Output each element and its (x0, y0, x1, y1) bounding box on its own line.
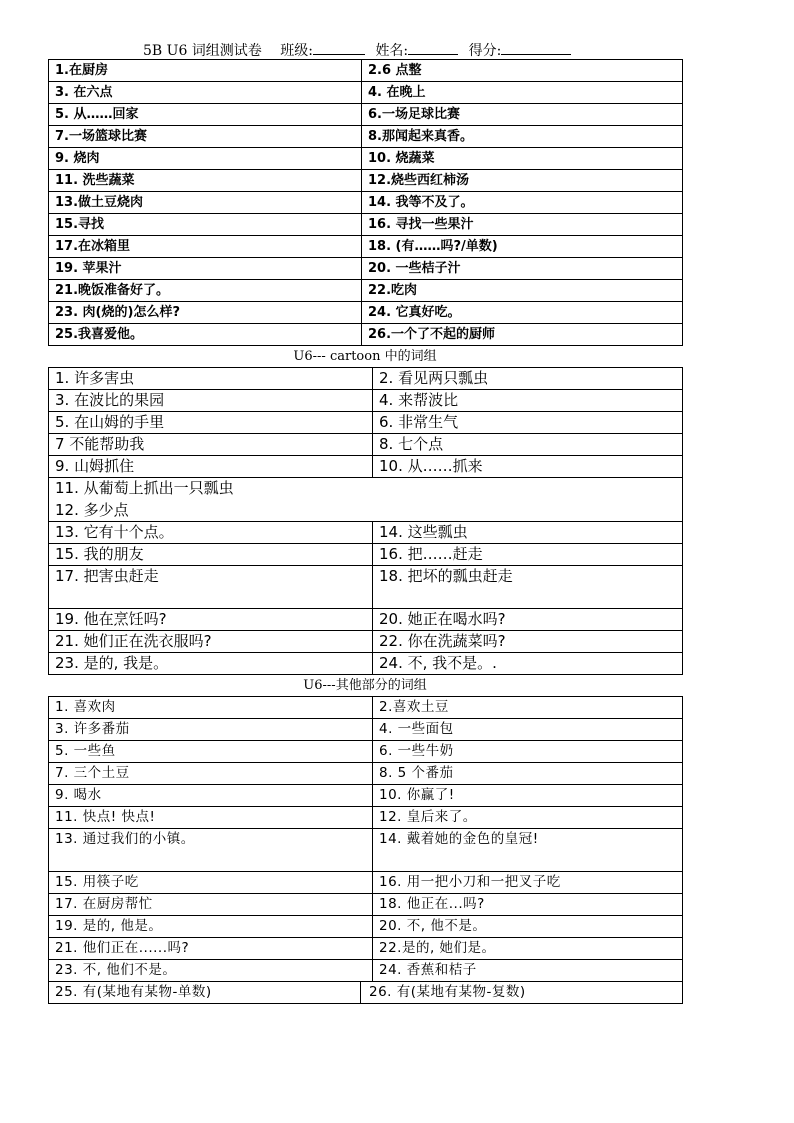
phrase-cell: 21. 她们正在洗衣服吗? (49, 631, 373, 653)
table-row (49, 126, 683, 148)
table-row (49, 872, 683, 894)
phrase-cell: 19. 是的, 他是。 (49, 916, 373, 938)
table-row (49, 566, 683, 609)
phrase-cell: 13. 通过我们的小镇。 (49, 829, 373, 872)
phrase-cell: 2.6 点整 (362, 60, 683, 82)
phrase-cell: 1. 喜欢肉 (49, 697, 373, 719)
phrase-cell: 3. 许多番茄 (49, 719, 373, 741)
phrase-cell: 22. 你在洗蔬菜吗? (373, 631, 683, 653)
phrase-cell: 17. 把害虫赶走 (49, 566, 373, 609)
table-row (49, 192, 683, 214)
table-row (49, 456, 683, 478)
phrase-cell: 6.一场足球比赛 (362, 104, 683, 126)
table-row (49, 368, 683, 390)
table-row (49, 960, 683, 982)
phrase-cell: 22.吃肉 (362, 280, 683, 302)
phrase-cell: 11. 从葡萄上抓出一只瓢虫 (49, 478, 683, 500)
phrase-cell: 7. 三个土豆 (49, 763, 373, 785)
table-row (49, 236, 683, 258)
phrase-table-1 (48, 59, 683, 346)
table-row (49, 60, 683, 82)
table-row (49, 214, 683, 236)
phrase-cell: 25.我喜爱他。 (49, 324, 362, 346)
phrase-cell: 13.做土豆烧肉 (49, 192, 362, 214)
phrase-cell: 11. 洗些蔬菜 (49, 170, 362, 192)
table-row (49, 719, 683, 741)
score-blank[interactable] (501, 40, 571, 55)
class-label: 班级: (280, 43, 313, 59)
table-row (49, 148, 683, 170)
phrase-cell: 9. 喝水 (49, 785, 373, 807)
phrase-cell: 15. 我的朋友 (49, 544, 373, 566)
phrase-cell: 26.一个了不起的厨师 (362, 324, 683, 346)
table-row (49, 412, 683, 434)
table-row (49, 609, 683, 631)
phrase-cell: 6. 非常生气 (373, 412, 683, 434)
phrase-cell: 25. 有(某地有某物-单数) (49, 982, 361, 1003)
score-label: 得分: (468, 43, 502, 59)
phrase-cell: 11. 快点! 快点! (49, 807, 373, 829)
table-row (49, 478, 683, 500)
phrase-cell: 14. 我等不及了。 (362, 192, 683, 214)
phrase-cell: 24. 它真好吃。 (362, 302, 683, 324)
phrase-cell: 9. 烧肉 (49, 148, 362, 170)
table-row (49, 104, 683, 126)
phrase-cell: 18. 把坏的瓢虫赶走 (373, 566, 683, 609)
table-row (49, 763, 683, 785)
phrase-cell: 7 不能帮助我 (49, 434, 373, 456)
phrase-cell: 16. 用一把小刀和一把叉子吃 (373, 872, 683, 894)
phrase-cell: 26. 有(某地有某物-复数) (369, 984, 526, 1000)
test-header (48, 40, 682, 59)
phrase-cell: 3. 在六点 (49, 82, 362, 104)
phrase-cell: 19. 他在烹饪吗? (49, 609, 373, 631)
table-row (49, 544, 683, 566)
table-row (49, 631, 683, 653)
phrase-cell: 13. 它有十个点。 (49, 522, 373, 544)
phrase-cell: 20. 不, 他不是。 (373, 916, 683, 938)
class-blank[interactable] (313, 40, 365, 55)
phrase-cell: 15.寻找 (49, 214, 362, 236)
phrase-cell: 6. 一些牛奶 (373, 741, 683, 763)
table-row (49, 916, 683, 938)
table-row (49, 938, 683, 960)
test-title: 5B U6 词组测试卷 (143, 43, 262, 59)
phrase-cell: 4. 在晚上 (362, 82, 683, 104)
table-row (49, 434, 683, 456)
phrase-cell: 15. 用筷子吃 (49, 872, 373, 894)
phrase-cell: 10. 烧蔬菜 (362, 148, 683, 170)
phrase-cell: 5. 在山姆的手里 (49, 412, 373, 434)
cartoon-section-title: U6--- cartoon 中的词组 (293, 349, 437, 364)
phrase-cell: 23. 不, 他们不是。 (49, 960, 373, 982)
phrase-cell: 16. 寻找一些果汁 (362, 214, 683, 236)
phrase-cell: 3. 在波比的果园 (49, 390, 373, 412)
table-row (49, 390, 683, 412)
table-row (49, 653, 683, 675)
phrase-cell: 23. 是的, 我是。 (49, 653, 373, 675)
table-row (49, 894, 683, 916)
phrase-cell: 2. 看见两只瓢虫 (373, 368, 683, 390)
table-row (49, 324, 683, 346)
phrase-cell: 1. 许多害虫 (49, 368, 373, 390)
phrase-cell: 8. 七个点 (373, 434, 683, 456)
phrase-cell: 18. (有……吗?/单数) (362, 236, 683, 258)
other-phrase-table (48, 696, 683, 1004)
phrase-cell: 4. 来帮波比 (373, 390, 683, 412)
phrase-cell: 23. 肉(烧的)怎么样? (49, 302, 362, 324)
phrase-cell: 20. 她正在喝水吗? (373, 609, 683, 631)
phrase-cell: 21.晚饭准备好了。 (49, 280, 362, 302)
table-row (49, 697, 683, 719)
phrase-cell: 24. 不, 我不是。. (373, 653, 683, 675)
table-row (49, 829, 683, 872)
phrase-cell: 9. 山姆抓住 (49, 456, 373, 478)
phrase-cell: 2.喜欢土豆 (373, 697, 683, 719)
phrase-cell: 24. 香蕉和桔子 (373, 960, 683, 982)
phrase-cell: 20. 一些桔子汁 (362, 258, 683, 280)
phrase-cell: 5. 从……回家 (49, 104, 362, 126)
phrase-cell: 18. 他正在...吗? (373, 894, 683, 916)
phrase-cell: 10. 从……抓来 (373, 456, 683, 478)
phrase-cell: 22.是的, 她们是。 (373, 938, 683, 960)
table-row (49, 302, 683, 324)
table-row (49, 258, 683, 280)
name-label: 姓名: (375, 43, 409, 59)
phrase-cell: 17.在冰箱里 (49, 236, 362, 258)
name-blank[interactable] (408, 40, 458, 55)
other-section-title: U6---其他部分的词组 (303, 678, 427, 693)
table-row (49, 500, 683, 522)
table-row (49, 82, 683, 104)
phrase-cell: 12.烧些西红柿汤 (362, 170, 683, 192)
phrase-cell: 12. 多少点 (49, 500, 683, 522)
phrase-cell: 10. 你赢了! (373, 785, 683, 807)
phrase-cell: 1.在厨房 (49, 60, 362, 82)
table-row (49, 170, 683, 192)
phrase-cell: 19. 苹果汁 (49, 258, 362, 280)
table-row (49, 807, 683, 829)
table-row (49, 280, 683, 302)
phrase-cell: 16. 把……赶走 (373, 544, 683, 566)
phrase-cell: 21. 他们正在......吗? (49, 938, 373, 960)
cartoon-phrase-table (48, 367, 683, 675)
phrase-cell: 12. 皇后来了。 (373, 807, 683, 829)
phrase-cell: 17. 在厨房帮忙 (49, 894, 373, 916)
last-row-container (49, 982, 683, 1004)
phrase-cell: 8.那闻起来真香。 (362, 126, 683, 148)
phrase-cell: 5. 一些鱼 (49, 741, 373, 763)
table-row (49, 982, 683, 1004)
phrase-cell: 7.一场篮球比赛 (49, 126, 362, 148)
phrase-cell: 14. 这些瓢虫 (373, 522, 683, 544)
phrase-cell: 14. 戴着她的金色的皇冠! (373, 829, 683, 872)
table-row (49, 522, 683, 544)
table-row (49, 741, 683, 763)
table-row (49, 785, 683, 807)
phrase-cell: 8. 5 个番茄 (373, 763, 683, 785)
phrase-cell: 4. 一些面包 (373, 719, 683, 741)
